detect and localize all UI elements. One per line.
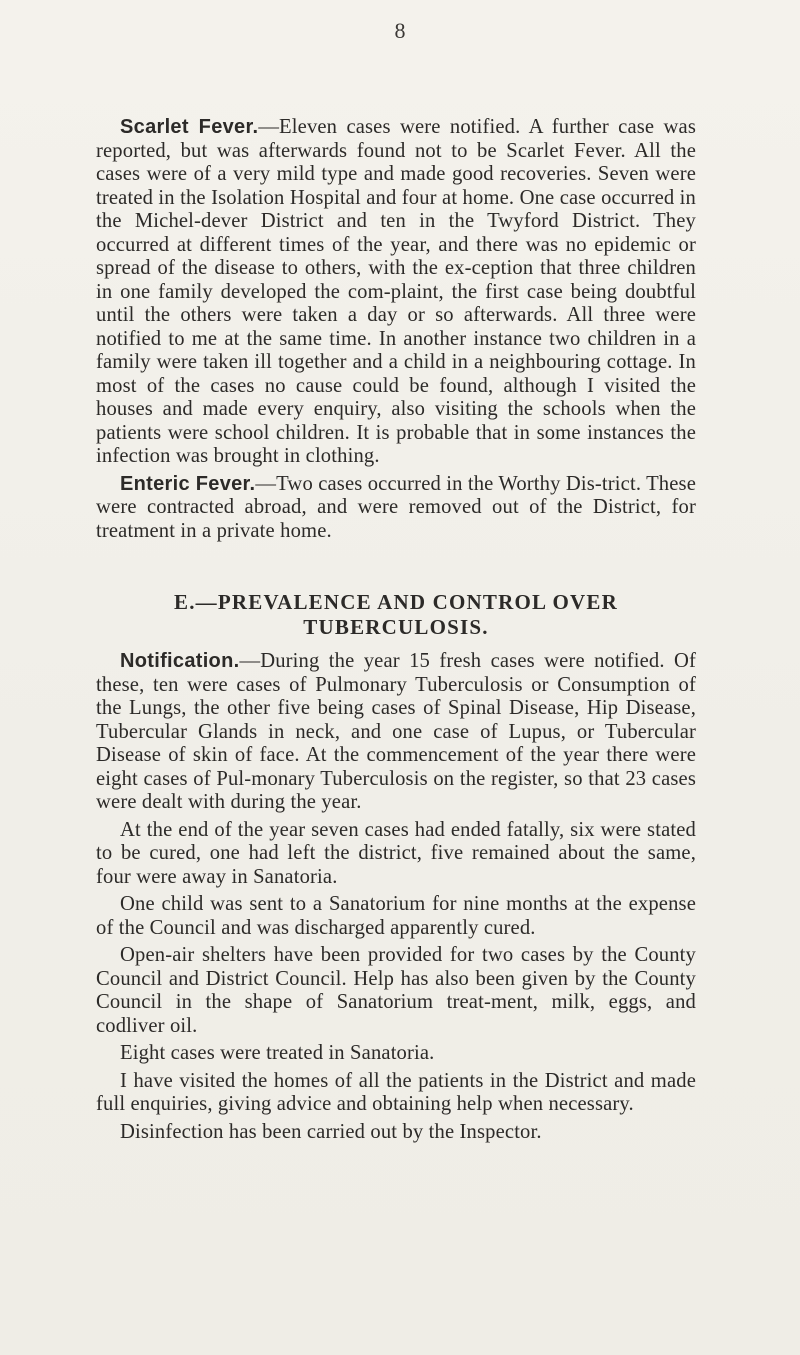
scarlet-fever-paragraph xyxy=(96,116,696,469)
paragraph-sanatorium-child: One child was sent to a Sanatorium for nine months at the expense of the Council and was discharged apparently cured. xyxy=(96,893,696,939)
notification-paragraph xyxy=(96,650,696,815)
paragraph-outcomes: At the end of the year seven cases had ended fatally, six were stated to be cured, one had left the district, five remained about the same, four were away in Sanatoria. xyxy=(96,818,696,888)
paragraph-open-air-shelters: Open-air shelters have been provided for two cases by the County Council and District Council. Help has also been given by the County Council in the shape of Sanatorium treat-ment, milk, eggs, and codliver oil. xyxy=(96,944,696,1037)
section-heading-line-1: E.—PREVALENCE AND CONTROL OVER xyxy=(173,590,618,614)
enteric-fever-paragraph xyxy=(96,473,696,544)
section-heading-line-2: TUBERCULOSIS. xyxy=(303,615,489,639)
section-heading-tuberculosis xyxy=(96,590,696,640)
paragraph-home-visits: I have visited the homes of all the patients in the District and made full enquiries, giving advice and obtaining help when necessary. xyxy=(96,1069,696,1115)
paragraph-disinfection: Disinfection has been carried out by the Inspector. xyxy=(120,1120,542,1143)
paragraph-sanatoria-count: Eight cases were treated in Sanatoria. xyxy=(120,1042,435,1064)
scarlet-fever-heading: Scarlet Fever. xyxy=(120,116,259,138)
page-number: 8 xyxy=(394,18,406,43)
notification-text: —During the year 15 fresh cases were notified. Of these, ten were cases of Pulmonary Tuberculosis or Consumption of the Lungs, the other five being cases of Spinal Disease, Hip Disease, Tubercular Glands in neck, and one case of Lupus, or Tubercular Disease of skin of face. At the commencement of the year there were eight cases of Pul-monary Tuberculosis on the register, so that 23 cases were dealt with during the year. xyxy=(96,650,696,813)
body-text xyxy=(96,116,696,1144)
enteric-fever-heading: Enteric Fever. xyxy=(120,472,256,495)
scarlet-fever-text: —Eleven cases were notified. A further case was reported, but was afterwards found not to be Scarlet Fever. All the cases were of a very mild type and made good recoveries. Seven were treated in the Isolation Hospital and four at home. One case occurred in the Michel-dever District and ten in the Twyford District. They occurred at different times of the year, and there was no epidemic or spread of the disease to others, with the ex-ception that three children in one family developed the com-plaint, the first case being doubtful until the others were taken a day or so afterwards. All three were notified to me at the same time. In another instance two children in a family were taken ill together and a child in a neighbouring cottage. In most of the cases no cause could be found, although I visited the houses and made every enquiry, also visiting the schools when the patients were school children. It is probable that in some instances the infection was brought in clothing. xyxy=(96,116,696,467)
enteric-fever-text: —Two cases occurred in the Worthy Dis-trict. These were contracted abroad, and were removed out of the District, for treatment in a private home. xyxy=(96,472,696,542)
notification-heading: Notification. xyxy=(120,650,240,672)
